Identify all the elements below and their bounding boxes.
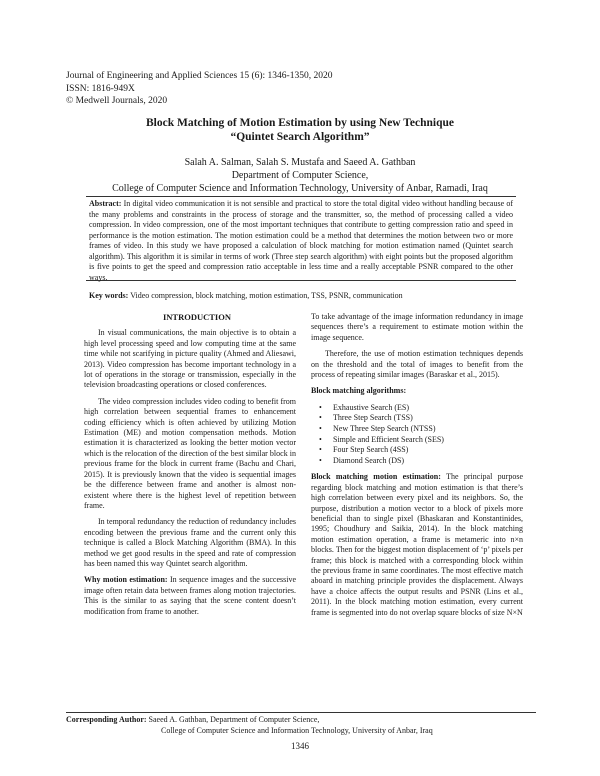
author-names: Salah A. Salman, Salah S. Mustafa and Saeed A. Gathban — [184, 157, 416, 168]
intro-paragraph-3: In temporal redundancy the reduction of redundancy includes encoding between the previous frame and the current only this technique is called a Block Matching Algorithm (BMA). In this method we get good results in the speed and rate of compression has been named this way Quintet search algorithm. — [84, 517, 296, 568]
journal-copyright: © Medwell Journals, 2020 — [66, 96, 168, 106]
bm-motion-estimation-label: Block matching motion estimation: — [311, 472, 441, 482]
author-block — [0, 156, 600, 195]
journal-info — [66, 70, 332, 108]
right-column — [311, 312, 523, 624]
right-paragraph-2: Therefore, the use of motion estimation techniques depends on the threshold and the total of images to benefit from the process of repeating similar images (Baraskar et al., 2015). — [311, 349, 523, 380]
why-motion-label: Why motion estimation: — [84, 575, 168, 585]
corr-text-2: College of Computer Science and Information Technology, University of Anbar, Iraq — [161, 725, 433, 735]
intro-paragraph-1: In visual communications, the main objective is to obtain a high level processing speed and low computing time at the same time while not scarifying in picture quality (Ahmed and Aliesawi, 2013). Video compression has become important technology in a lot of operations in the storage or transmission, especially in the television broadcasting operations or closed conferences. — [84, 328, 296, 390]
list-item: • New Three Step Search (NTSS) — [323, 424, 523, 435]
right-paragraph-1: To take advantage of the image information redundancy in image sequences there’s a requirement to estimate motion within the image sequence. — [311, 312, 523, 342]
keywords-text: Video compression, block matching, motion estimation, TSS, PSNR, communication — [130, 291, 403, 300]
title-line-1: Block Matching of Motion Estimation by using New Technique — [146, 117, 454, 129]
corr-text-1: Saeed A. Gathban, Department of Computer Science, — [148, 715, 320, 724]
why-motion-paragraph — [84, 575, 296, 617]
keywords — [89, 291, 513, 302]
keywords-label: Key words: — [89, 291, 129, 300]
bm-motion-estimation-text: The principal purpose regarding block matching and motion estimation is that there’s high correlation between every pixel and its neighbors. So, the purpose, distribution a motion vector to a block of pixels more beneficial than to single pixel (Bhaskaran and Konstantinides, 1995; Choudhury and Saikia, 2014). In the block matching motion estimation operation, a frame is metameric into n×n blocks. Then for the biggest motion displacement of ‘p’ pixels per frame; this block is matched with a corresponding block within the previous frame in same coordinates. The most effective match aboard in matching principle provides the displacement. Always have a choice affects the output results and PSNR (Lins et al., 2011). In the block matching motion estimation, every current frame is segmented into do not overlap square blocks of size N×N — [311, 472, 523, 617]
left-column — [84, 312, 296, 623]
algorithm-list — [311, 403, 523, 467]
author-college: College of Computer Science and Information Technology, University of Anbar, Ramadi, Iraq — [112, 183, 488, 194]
author-department: Department of Computer Science, — [231, 170, 369, 181]
list-item: • Three Step Search (TSS) — [323, 413, 523, 424]
list-item: • Exhaustive Search (ES) — [323, 403, 523, 414]
list-item: • Four Step Search (4SS) — [323, 445, 523, 456]
page-number: 1346 — [291, 741, 309, 751]
paper-title — [0, 116, 600, 144]
footer-rule — [66, 712, 536, 713]
list-item: • Simple and Efficient Search (SES) — [323, 435, 523, 446]
journal-issn: ISSN: 1816-949X — [66, 83, 135, 94]
bm-motion-estimation-paragraph — [311, 472, 523, 618]
journal-citation: Journal of Engineering and Applied Sciences 15 (6): 1346-1350, 2020 — [66, 71, 333, 81]
intro-paragraph-2: The video compression includes video coding to benefit from high correlation between sequential frames to enhancement coding efficiency which is often achieved by utilizing Motion Estimation (ME) and motion compensation methods. Motion estimation it is characterized as looking the better motion vector which is the relocation of the direction of the best similar block in previous frame for the block in current frame (Bachu and Chari, 2015). It is previously known that the video is sequential images be the difference between frame and another is almost non-existent where there is the highest level of repetition between frame. — [84, 396, 296, 510]
why-motion-text: In sequence images and the successive image often retain data between frames along motion trajectories. This is the similar to as saying that the scene content doesn’t modification from frame to another. — [84, 575, 296, 616]
title-line-2: “Quintet Search Algorithm” — [230, 131, 370, 143]
corresponding-author — [66, 715, 433, 736]
introduction-heading: INTRODUCTION — [162, 312, 231, 322]
block-matching-algorithms-heading: Block matching algorithms: — [311, 386, 407, 396]
abstract — [89, 199, 513, 283]
abstract-label: Abstract: — [89, 199, 122, 208]
corr-label: Corresponding Author: — [66, 715, 147, 724]
corr-line-1 — [66, 715, 433, 726]
list-item: • Diamond Search (DS) — [323, 456, 523, 467]
abstract-text: In digital video communication it is not sensible and practical to store the total digital video without handling because of the many problems and constraints in the process of storage and the transmitter, so, the method of processing called a video compression. In video compression, one of the most important techniques that contribute to getting compression ratio and speed in performance is the motion estimation. The motion estimation could be a method that determines the motion between two or more frames of video. In this study we have proposed a calculation of block matching for motion estimation named (Quintet search algorithm). This algorithm it is similar in terms of work (Three step search algorithm) with eight points but the proposed algorithm is five points to get the speed and compression ratio acceptable in less time and a really acceptable PSNR compared to the other ways. — [89, 199, 513, 282]
